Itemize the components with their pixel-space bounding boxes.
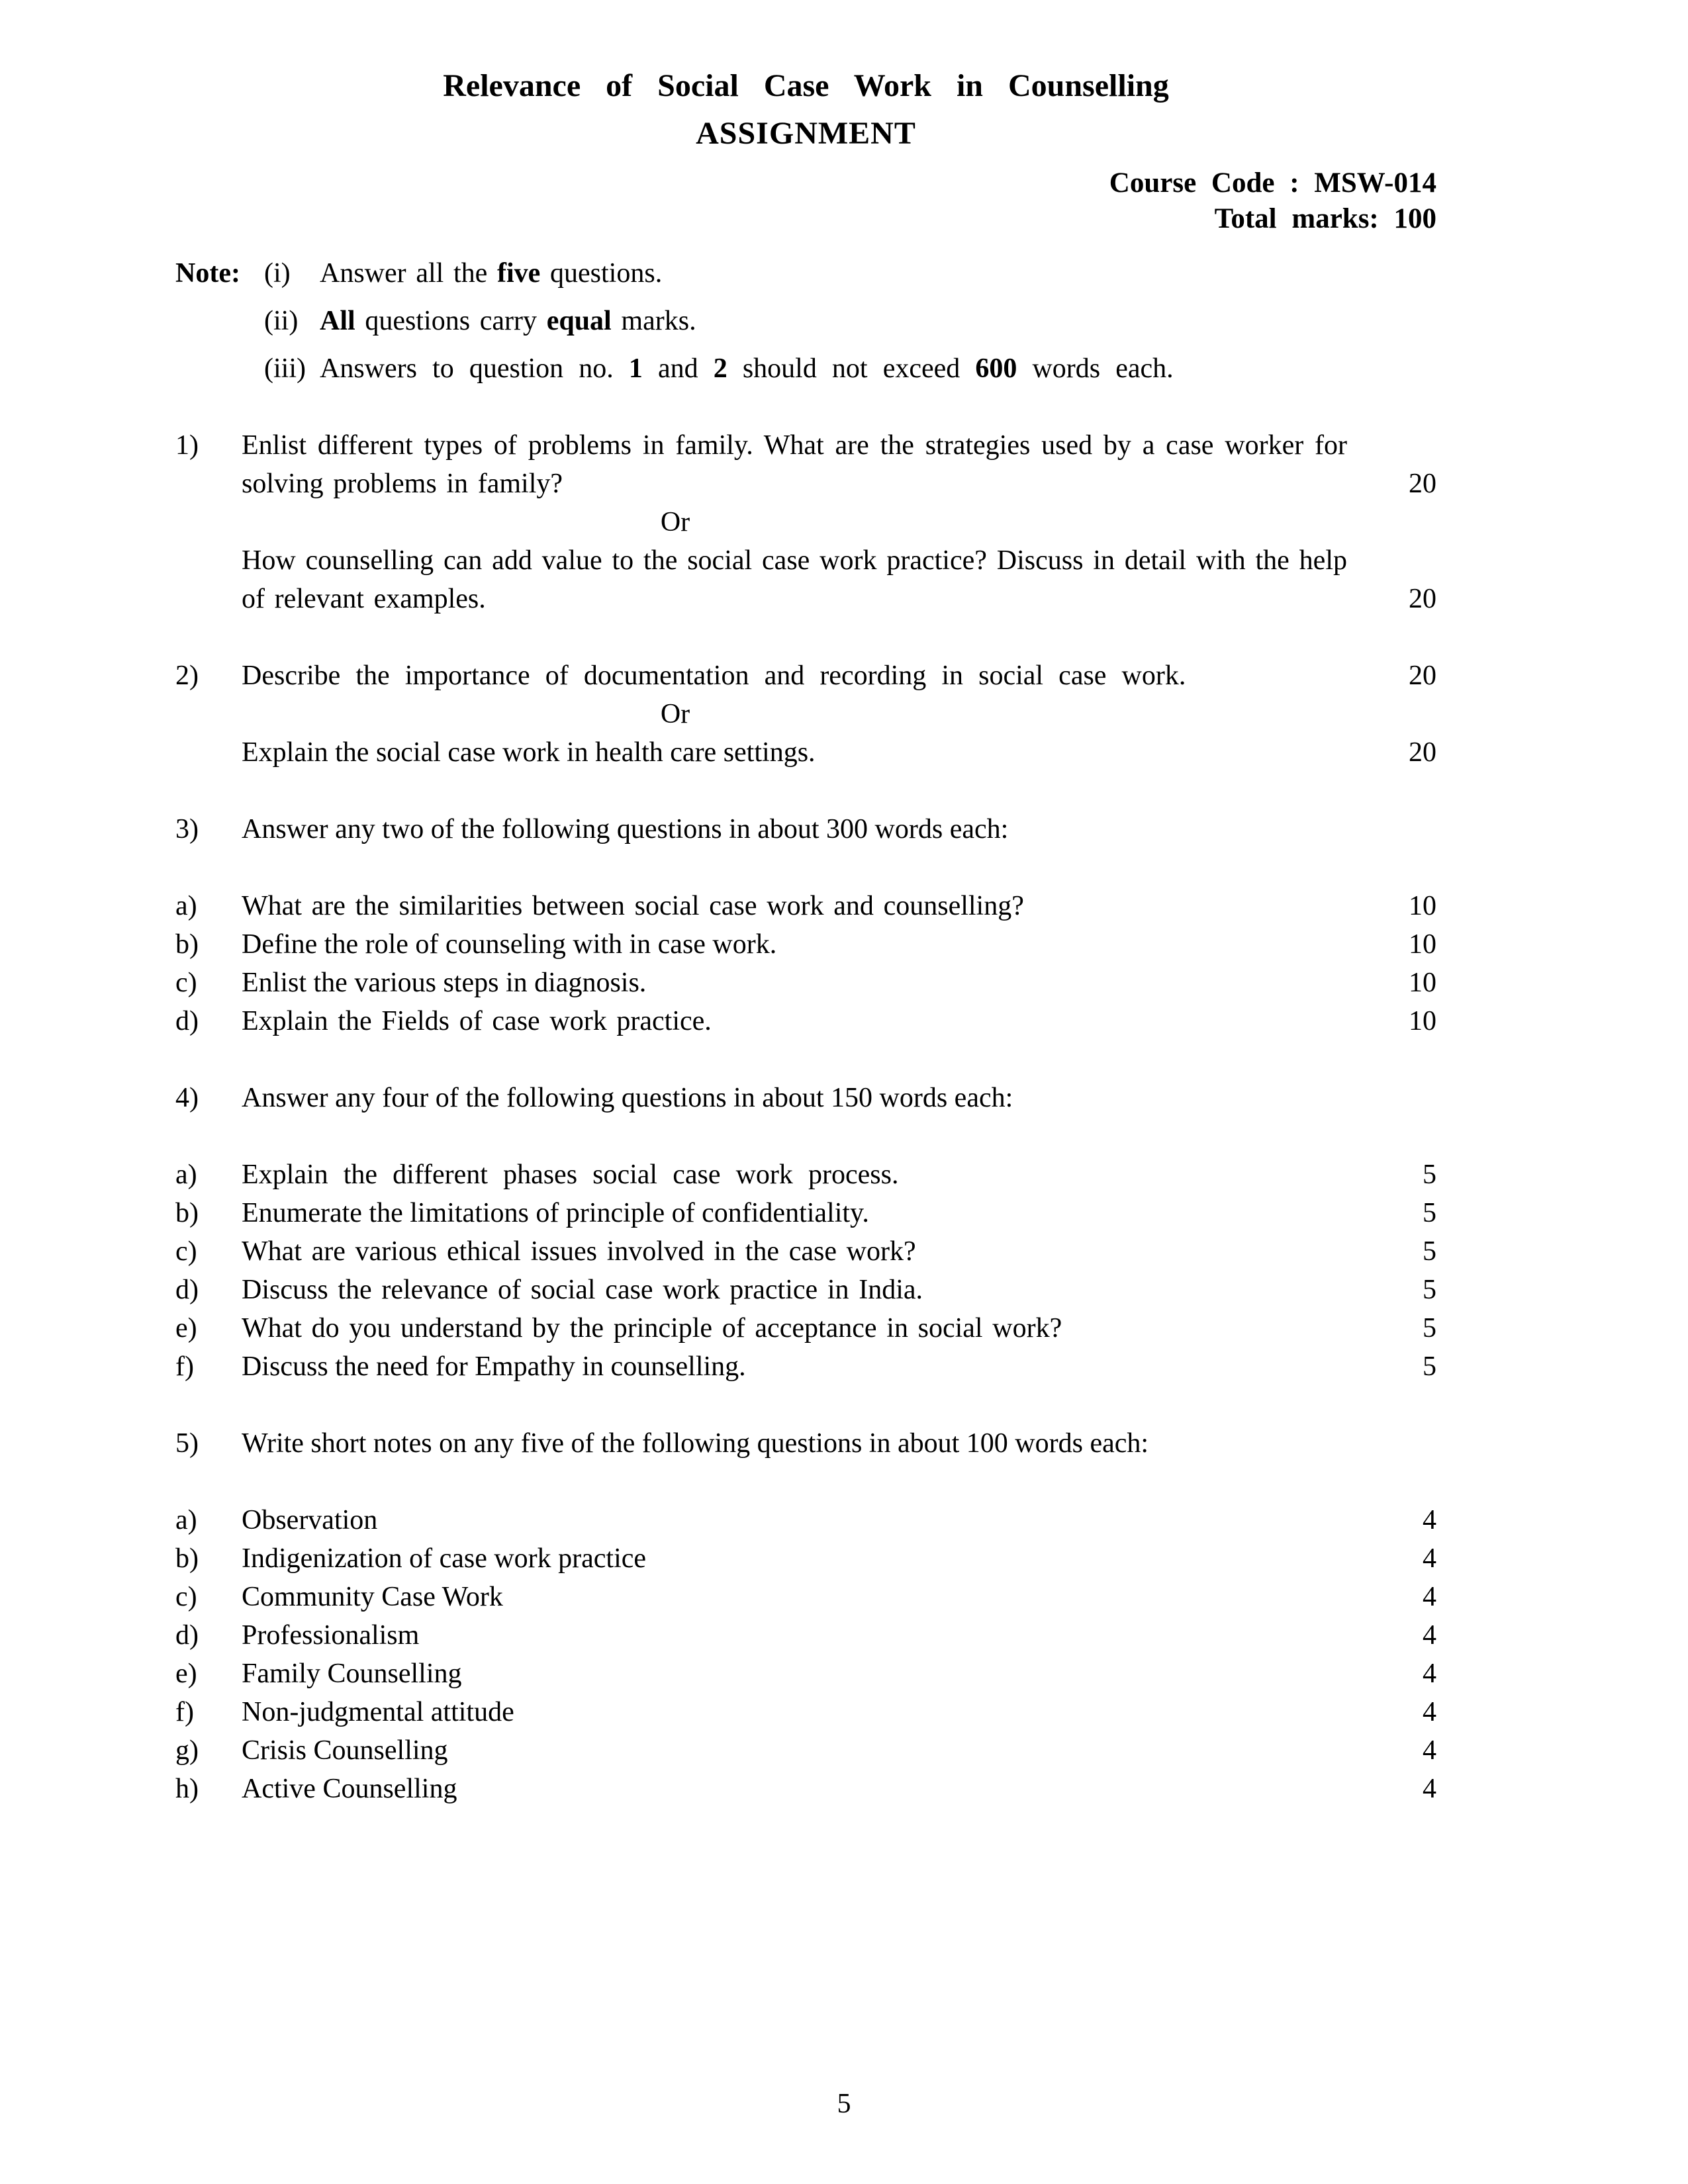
sub-question	[175, 1271, 1436, 1309]
sub-question	[175, 1002, 1436, 1040]
sub-question-text: Indigenization of case work practice	[242, 1543, 647, 1574]
sub-question-marks: 4	[1423, 1543, 1436, 1574]
page-footer	[0, 2085, 1688, 2123]
question-2	[175, 657, 1436, 772]
sub-question-text: Crisis Counselling	[242, 1735, 448, 1766]
sub-question-letter: c)	[175, 1236, 197, 1267]
question-text: Write short notes on any five of the following questions in about 100 words each:	[242, 1428, 1149, 1459]
sub-question	[175, 1539, 1436, 1578]
question-number: 2)	[175, 660, 199, 691]
sub-question	[175, 1309, 1436, 1347]
bold-text-run: 1	[628, 353, 643, 384]
question-row	[175, 426, 1436, 503]
sub-question-text: Community Case Work	[242, 1582, 503, 1612]
question-number: 5)	[175, 1428, 199, 1459]
question-number: 1)	[175, 430, 199, 461]
question-alt-row	[175, 541, 1436, 618]
sub-question-marks: 10	[1409, 968, 1436, 998]
question-text: Enlist different types of problems in family. What are the strategies used by a case worker for solving problems in family?	[242, 430, 1347, 499]
sub-question-text: Professionalism	[242, 1620, 420, 1651]
sub-question-letter: b)	[175, 929, 199, 960]
document-meta	[175, 165, 1436, 237]
sub-question-letter: a)	[175, 1505, 197, 1535]
text-run: marks.	[611, 306, 696, 336]
sub-question-letter: e)	[175, 1659, 197, 1689]
note-item	[175, 349, 1436, 388]
question-text: Describe the importance of documentation and recording in social case work.	[242, 660, 1186, 691]
bold-text-run: five	[497, 258, 541, 289]
text-run: and	[642, 353, 714, 384]
note-item	[175, 254, 1436, 293]
question-text: Answer any two of the following questions in about 300 words each:	[242, 814, 1009, 844]
sub-question-marks: 5	[1423, 1160, 1436, 1190]
text-run: questions.	[540, 258, 663, 289]
sub-question-letter: c)	[175, 1582, 197, 1612]
question-5	[175, 1424, 1436, 1808]
sub-question-marks: 4	[1423, 1582, 1436, 1612]
sub-question-marks: 5	[1423, 1313, 1436, 1343]
sub-question-letter: d)	[175, 1275, 199, 1305]
question-row	[175, 810, 1436, 848]
note-item-text	[320, 302, 1436, 340]
question-number: 3)	[175, 814, 199, 844]
sub-question	[175, 1501, 1436, 1539]
text-run: should not exceed	[727, 353, 976, 384]
sub-question	[175, 1655, 1436, 1693]
sub-question-text: Explain the different phases social case work process.	[242, 1160, 899, 1190]
sub-question	[175, 1616, 1436, 1655]
question-row	[175, 1424, 1436, 1463]
sub-question	[175, 1770, 1436, 1808]
sub-question	[175, 1232, 1436, 1271]
sub-question-text: Discuss the relevance of social case work practice in India.	[242, 1275, 923, 1305]
note-item	[175, 302, 1436, 340]
sub-question-text: Non-judgmental attitude	[242, 1697, 514, 1727]
sub-question-letter: f)	[175, 1351, 194, 1382]
sub-question-letter: a)	[175, 891, 197, 921]
question-4	[175, 1079, 1436, 1386]
sub-question-list	[175, 1501, 1436, 1808]
note-item-text	[320, 349, 1436, 388]
or-separator: Or	[660, 507, 690, 537]
sub-question-text: Active Counselling	[242, 1774, 457, 1804]
or-separator: Or	[660, 699, 690, 729]
sub-question	[175, 1578, 1436, 1616]
sub-question-letter: c)	[175, 968, 197, 998]
sub-question-text: Explain the Fields of case work practice.	[242, 1006, 712, 1036]
sub-question-text: Enumerate the limitations of principle of confidentiality.	[242, 1198, 869, 1228]
sub-question-text: Define the role of counseling with in case work.	[242, 929, 777, 960]
sub-question-marks: 4	[1423, 1659, 1436, 1689]
sub-question-marks: 5	[1423, 1198, 1436, 1228]
text-run: Answer all the	[320, 258, 498, 289]
sub-question-text: Enlist the various steps in diagnosis.	[242, 968, 647, 998]
sub-question-letter: d)	[175, 1620, 199, 1651]
question-number: 4)	[175, 1083, 199, 1113]
text-run: words each.	[1017, 353, 1174, 384]
sub-question-text: Family Counselling	[242, 1659, 462, 1689]
sub-question	[175, 1731, 1436, 1770]
sub-question-marks: 10	[1409, 891, 1436, 921]
sub-question-letter: b)	[175, 1543, 199, 1574]
sub-question	[175, 1194, 1436, 1232]
note-section	[175, 254, 1436, 388]
sub-question-letter: e)	[175, 1313, 197, 1343]
sub-question-marks: 4	[1423, 1735, 1436, 1766]
text-run: questions carry	[355, 306, 547, 336]
question-row	[175, 1079, 1436, 1117]
question-marks: 20	[1409, 469, 1436, 499]
page-number: 5	[837, 2089, 851, 2119]
question-text: Answer any four of the following questions in about 150 words each:	[242, 1083, 1013, 1113]
question-marks: 20	[1409, 737, 1436, 768]
sub-question	[175, 1156, 1436, 1194]
document-subtitle: ASSIGNMENT	[696, 116, 916, 151]
note-label-spacer	[175, 349, 264, 388]
sub-question-marks: 4	[1423, 1620, 1436, 1651]
sub-question	[175, 1347, 1436, 1386]
sub-question-letter: a)	[175, 1160, 197, 1190]
note-item-number: (iii)	[264, 353, 306, 384]
sub-question-marks: 5	[1423, 1351, 1436, 1382]
sub-question-marks: 4	[1423, 1697, 1436, 1727]
question-alt-row	[175, 733, 1436, 772]
bold-text-run: 600	[975, 353, 1017, 384]
sub-question-marks: 5	[1423, 1275, 1436, 1305]
sub-question	[175, 964, 1436, 1002]
note-label-spacer	[175, 302, 264, 340]
bold-text-run: All	[320, 306, 355, 336]
question-number-spacer	[175, 541, 242, 618]
bold-text-run: 2	[713, 353, 727, 384]
sub-question-text: What are the similarities between social case work and counselling?	[242, 891, 1024, 921]
note-item-number: (ii)	[264, 306, 299, 336]
question-3	[175, 810, 1436, 1040]
note-item-number: (i)	[264, 258, 291, 289]
sub-question-text: What do you understand by the principle of acceptance in social work?	[242, 1313, 1062, 1343]
question-number-spacer	[175, 733, 242, 772]
course-code: Course Code : MSW-014	[1109, 167, 1436, 199]
sub-question-marks: 10	[1409, 929, 1436, 960]
sub-question-letter: b)	[175, 1198, 199, 1228]
sub-question-text: What are various ethical issues involved in the case work?	[242, 1236, 916, 1267]
sub-question-list	[175, 887, 1436, 1040]
sub-question-letter: g)	[175, 1735, 199, 1766]
document-title: Relevance of Social Case Work in Counselling	[443, 68, 1169, 103]
sub-question-text: Discuss the need for Empathy in counselling.	[242, 1351, 746, 1382]
question-alt-text: Explain the social case work in health care settings.	[242, 737, 816, 768]
question-1	[175, 426, 1436, 618]
question-marks: 20	[1409, 584, 1436, 614]
sub-question-marks: 5	[1423, 1236, 1436, 1267]
sub-question-letter: h)	[175, 1774, 199, 1804]
total-marks: Total marks: 100	[1214, 203, 1436, 234]
note-label: Note:	[175, 258, 240, 289]
sub-question	[175, 1693, 1436, 1731]
question-marks: 20	[1409, 660, 1436, 691]
sub-question-letter: d)	[175, 1006, 199, 1036]
sub-question-marks: 10	[1409, 1006, 1436, 1036]
sub-question-letter: f)	[175, 1697, 194, 1727]
sub-question-text: Observation	[242, 1505, 378, 1535]
text-run: Answers to question no.	[320, 353, 629, 384]
sub-question	[175, 925, 1436, 964]
bold-text-run: equal	[546, 306, 612, 336]
question-alt-text: How counselling can add value to the social case work practice? Discuss in detail with the help of relevant examples.	[242, 545, 1347, 614]
sub-question-marks: 4	[1423, 1774, 1436, 1804]
sub-question	[175, 887, 1436, 925]
question-row	[175, 657, 1436, 695]
note-item-text	[320, 254, 1436, 293]
sub-question-marks: 4	[1423, 1505, 1436, 1535]
sub-question-list	[175, 1156, 1436, 1386]
